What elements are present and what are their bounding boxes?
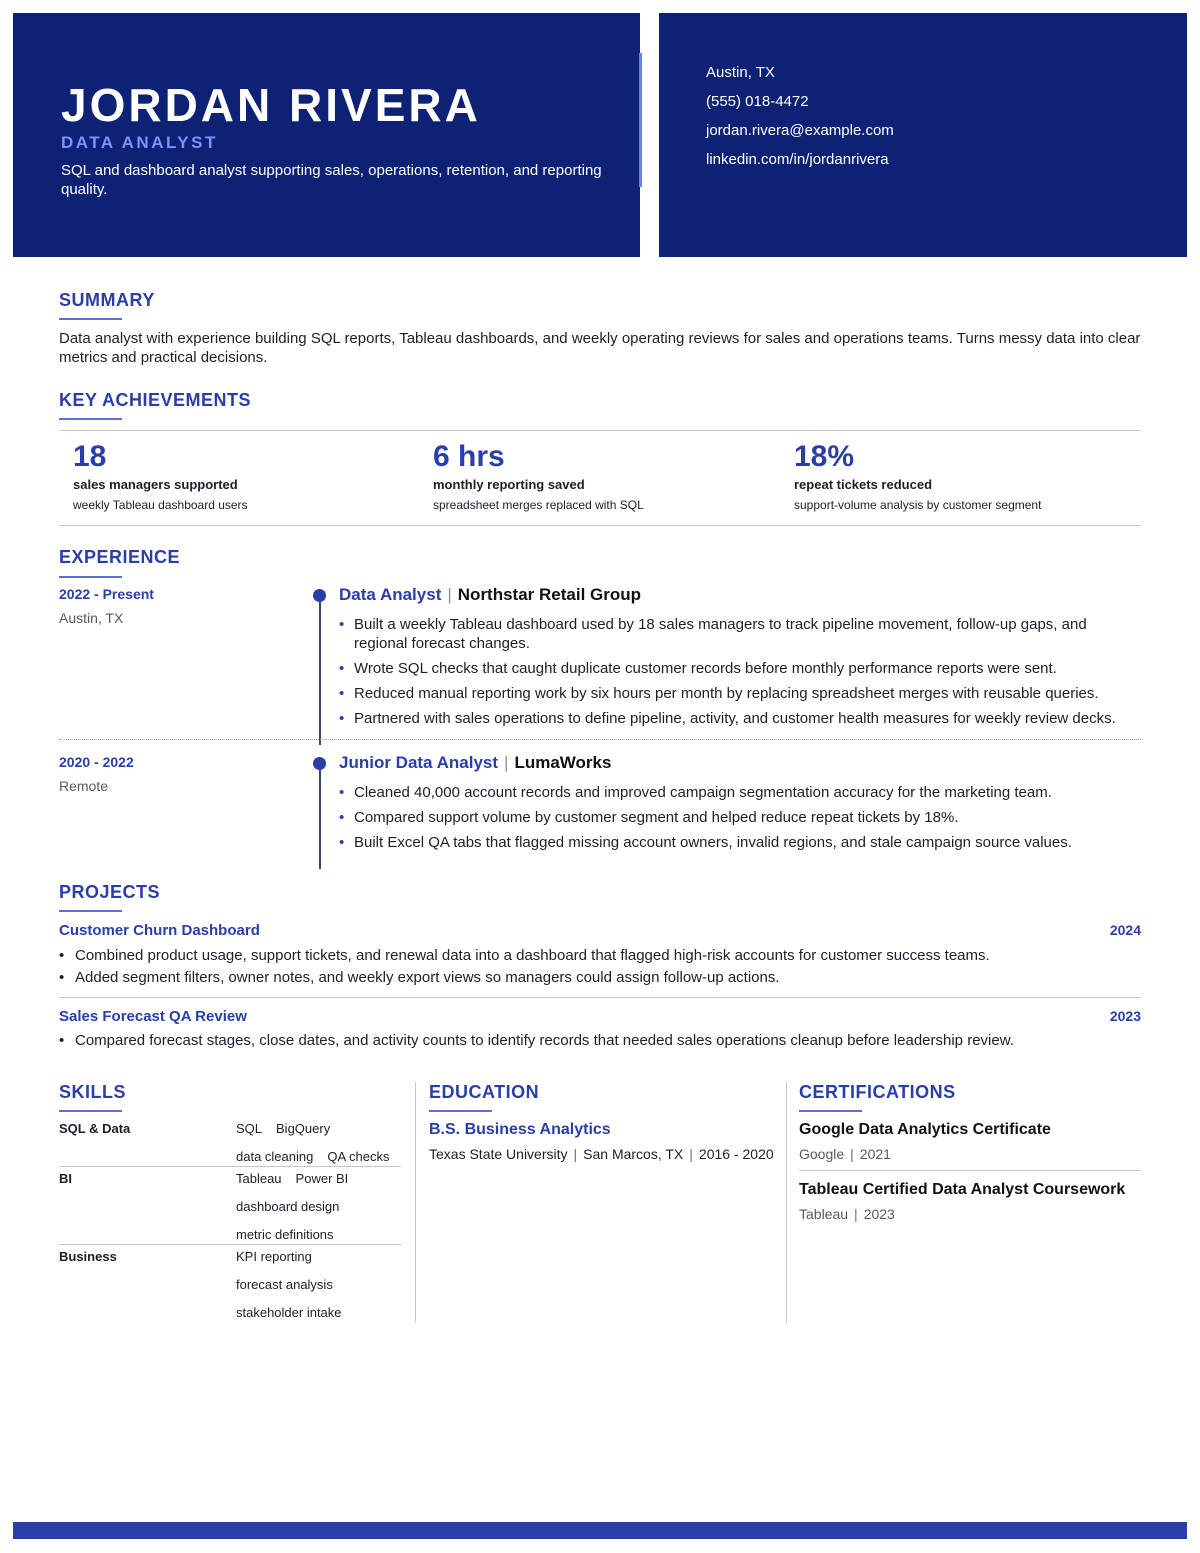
job-title: Junior Data Analyst — [339, 753, 499, 772]
achievement-item — [794, 438, 1134, 512]
candidate-name: JORDAN RIVERA — [61, 79, 481, 131]
column-divider — [415, 1082, 416, 1323]
skills-heading-rule — [59, 1110, 122, 1112]
education-separator: | — [689, 1146, 693, 1162]
job-bullet: • Reduced manual reporting work by six hours per month by replacing spreadsheet merges with reusable queries. — [339, 684, 1139, 703]
education-details — [429, 1146, 774, 1162]
certification-issuer: Google — [799, 1146, 845, 1162]
achievement-label: repeat tickets reduced — [794, 477, 933, 492]
skill-tag: stakeholder intake — [236, 1305, 342, 1320]
education-heading-rule — [429, 1110, 492, 1112]
skill-divider — [59, 1244, 401, 1245]
project-bullets — [59, 946, 1139, 990]
skill-tag: SQL — [236, 1121, 263, 1136]
projects-heading: PROJECTS — [59, 882, 161, 902]
job-header — [339, 753, 611, 773]
experience-heading-rule — [59, 576, 122, 578]
education-degree: B.S. Business Analytics — [429, 1121, 611, 1138]
column-divider — [786, 1082, 787, 1323]
timeline-dot — [313, 757, 326, 770]
skill-row — [236, 1249, 312, 1264]
contact-linkedin[interactable]: linkedin.com/in/jordanrivera — [706, 151, 889, 168]
achievement-label: monthly reporting saved — [433, 477, 585, 492]
certifications-heading-rule — [799, 1110, 862, 1112]
job-company: LumaWorks — [514, 753, 612, 772]
job-header — [339, 585, 641, 605]
skill-tag: forecast analysis — [236, 1277, 333, 1292]
achievements-heading: KEY ACHIEVEMENTS — [59, 390, 252, 410]
contact-list — [706, 63, 894, 179]
project-bullet: • Combined product usage, support tickets, and renewal data into a dashboard that flagged high-risk accounts for customer success teams. — [59, 946, 1139, 965]
project-bullets — [59, 1031, 1139, 1053]
skill-tag: dashboard design — [236, 1199, 340, 1214]
experience-heading: EXPERIENCE — [59, 547, 181, 567]
skill-category: BI — [59, 1171, 72, 1186]
job-bullet: • Wrote SQL checks that caught duplicate customer records before monthly performance reports were sent. — [339, 659, 1139, 678]
skill-row — [236, 1149, 389, 1164]
footer-bar — [13, 1522, 1187, 1539]
job-bullet: • Partnered with sales operations to define pipeline, activity, and customer health measures for weekly review decks. — [339, 709, 1139, 728]
job-location: Austin, TX — [59, 610, 124, 626]
timeline-line — [319, 764, 321, 869]
achievements-top-rule — [59, 430, 1141, 431]
certification-divider — [799, 1170, 1141, 1171]
project-divider — [59, 997, 1141, 998]
achievement-value: 18 — [73, 440, 107, 473]
timeline-line — [319, 595, 321, 745]
job-separator: | — [504, 753, 509, 772]
job-title: Data Analyst — [339, 585, 442, 604]
achievement-value: 18% — [794, 440, 855, 473]
education-separator: | — [573, 1146, 578, 1162]
contact-location: Austin, TX — [706, 64, 775, 81]
certification-year: 2021 — [859, 1146, 891, 1162]
achievement-value: 6 hrs — [433, 440, 505, 473]
education-heading: EDUCATION — [429, 1082, 540, 1102]
contact-phone: (555) 018-4472 — [706, 93, 809, 110]
certification-name: Tableau Certified Data Analyst Coursework — [799, 1181, 1126, 1198]
skills-heading: SKILLS — [59, 1082, 127, 1102]
education-location: San Marcos, TX — [583, 1146, 684, 1162]
certification-separator: | — [850, 1146, 854, 1162]
skill-tag: QA checks — [327, 1149, 390, 1164]
skill-category: Business — [59, 1249, 117, 1264]
timeline-dot — [313, 589, 326, 602]
projects-heading-rule — [59, 910, 122, 912]
certification-meta — [799, 1146, 891, 1162]
achievement-note: spreadsheet merges replaced with SQL — [433, 498, 644, 512]
skill-row — [236, 1305, 342, 1320]
job-location: Remote — [59, 778, 109, 794]
certification-separator: | — [854, 1206, 858, 1222]
skill-divider — [59, 1166, 401, 1167]
skill-tag: metric definitions — [236, 1227, 334, 1242]
job-company: Northstar Retail Group — [457, 585, 642, 604]
job-separator: | — [447, 585, 452, 604]
candidate-role: DATA ANALYST — [61, 133, 218, 152]
skill-row — [236, 1227, 334, 1242]
job-bullet: • Compared support volume by customer segment and helped reduce repeat tickets by 18%. — [339, 808, 1139, 827]
project-title: Sales Forecast QA Review — [59, 1008, 247, 1025]
summary-text: Data analyst with experience building SQL reports, Tableau dashboards, and weekly operating reviews for sales and operations teams. Turns messy data into clear metrics and practical decisions. — [59, 330, 1141, 366]
certification-year: 2023 — [863, 1206, 895, 1222]
achievements-bottom-rule — [59, 525, 1141, 526]
achievement-item — [73, 438, 413, 512]
skill-category: SQL & Data — [59, 1121, 131, 1136]
project-year: 2024 — [1109, 922, 1141, 938]
skill-row — [236, 1199, 339, 1214]
skill-row — [236, 1277, 333, 1292]
skill-tag: Tableau — [236, 1171, 282, 1186]
certification-issuer: Tableau — [799, 1206, 849, 1222]
education-school: Texas State University — [429, 1146, 568, 1162]
job-bullets — [339, 783, 1139, 858]
project-title: Customer Churn Dashboard — [59, 922, 260, 939]
header-accent-bar — [639, 53, 642, 187]
project-year: 2023 — [1109, 1008, 1141, 1024]
job-dates: 2022 - Present — [59, 586, 154, 602]
education-dates: 2016 - 2020 — [698, 1146, 774, 1162]
contact-email[interactable]: jordan.rivera@example.com — [706, 122, 894, 139]
skill-tag: BigQuery — [276, 1121, 331, 1136]
project-bullet: • Added segment filters, owner notes, and weekly export views so managers could assign follow-up actions. — [59, 968, 1139, 987]
job-divider — [59, 739, 1141, 740]
achievement-note: support-volume analysis by customer segment — [794, 498, 1042, 512]
skill-row — [236, 1171, 348, 1186]
job-bullet: • Cleaned 40,000 account records and improved campaign segmentation accuracy for the marketing team. — [339, 783, 1139, 802]
summary-heading: SUMMARY — [59, 290, 155, 310]
project-bullet: • Compared forecast stages, close dates, and activity counts to identify records that needed sales operations cleanup before leadership review. — [59, 1031, 1139, 1050]
certifications-heading: CERTIFICATIONS — [799, 1082, 956, 1102]
job-bullet: • Built Excel QA tabs that flagged missing account owners, invalid regions, and stale campaign source values. — [339, 833, 1139, 852]
skill-tag: Power BI — [295, 1171, 349, 1186]
candidate-tagline: SQL and dashboard analyst supporting sales, operations, retention, and reporting quality. — [61, 162, 602, 198]
certification-name: Google Data Analytics Certificate — [799, 1121, 1051, 1138]
skill-row — [236, 1121, 330, 1136]
skill-tag: KPI reporting — [236, 1249, 312, 1264]
job-bullet: • Built a weekly Tableau dashboard used by 18 sales managers to track pipeline movement, follow-up gaps, and regional forecast changes. — [339, 615, 1139, 653]
job-dates: 2020 - 2022 — [59, 754, 134, 770]
achievements-heading-rule — [59, 418, 122, 420]
skill-tag: data cleaning — [236, 1149, 314, 1164]
achievement-note: weekly Tableau dashboard users — [73, 498, 248, 512]
job-bullets — [339, 615, 1139, 734]
certification-meta — [799, 1206, 895, 1222]
achievement-item — [433, 438, 773, 512]
achievement-label: sales managers supported — [73, 477, 238, 492]
summary-heading-rule — [59, 318, 122, 320]
